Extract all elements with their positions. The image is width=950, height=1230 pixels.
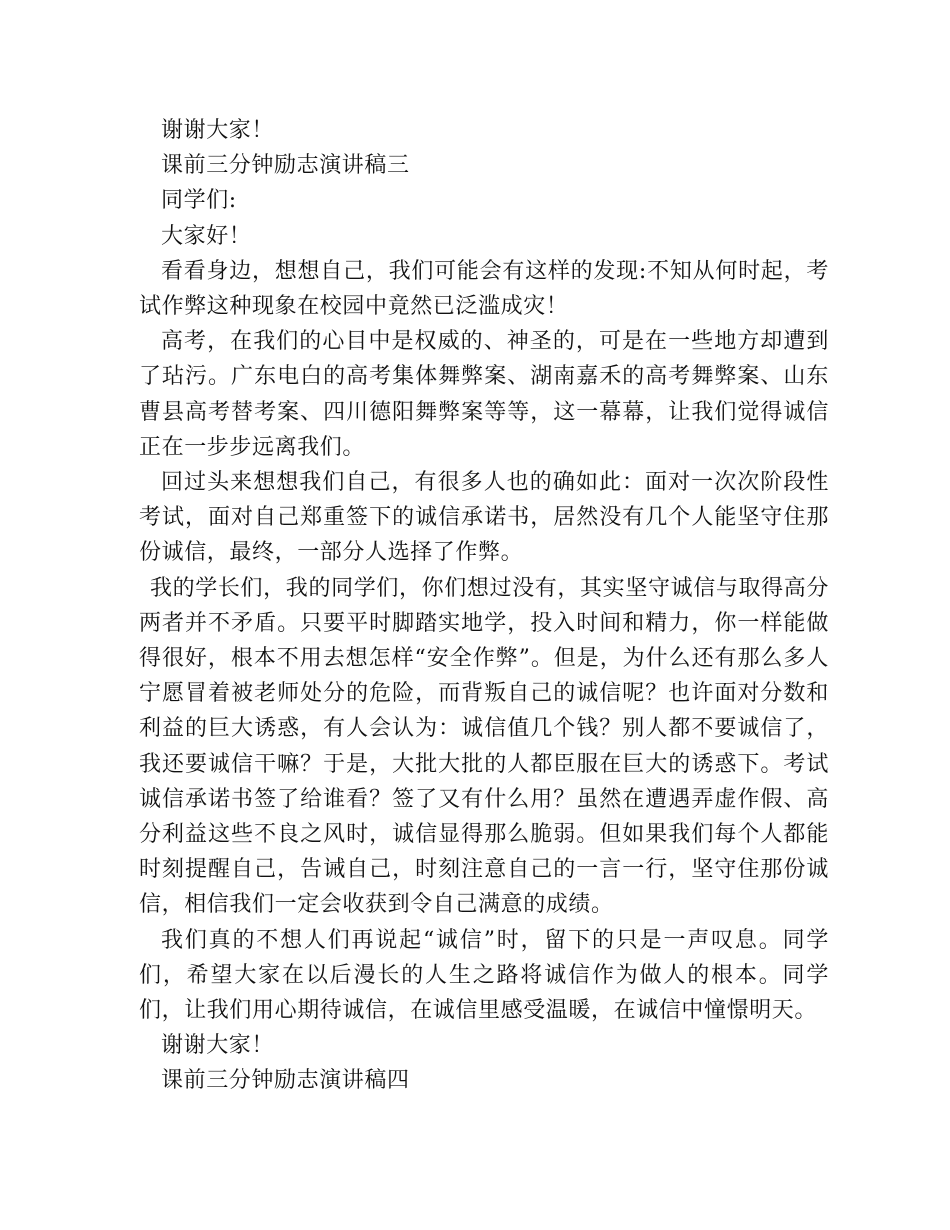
speech-title-4: 课前三分钟励志演讲稿四	[161, 1068, 410, 1094]
closing-thanks-2: 谢谢大家！	[161, 1033, 275, 1059]
salutation-classmates: 同学们:	[161, 188, 237, 214]
document-body	[139, 113, 829, 1099]
paragraph-look-back: 回过头来想想我们自己，有很多人也的确如此：面对一次次阶段性考试，面对自己郑重签下的诚信承诺书，居然没有几个人能坚守住那份诚信，最终，一部分人选择了作弊。	[139, 470, 829, 566]
greeting-hello: 大家好！	[161, 223, 252, 249]
closing-thanks-1: 谢谢大家！	[161, 118, 275, 143]
speech-title-3: 课前三分钟励志演讲稿三	[161, 153, 410, 179]
paragraph-seniors: 我的学长们，我的同学们，你们想过没有，其实坚守诚信与取得高分两者并不矛盾。只要平时脚踏实地学，投入时间和精力，你一样能做得很好，根本不用去想怎样“安全作弊”。但是，为什么还有那么多人宁愿冒着被老师处分的危险，而背叛自己的诚信呢？也许面对分数和利益的巨大诱惑，有人会认为：诚信值几个钱？别人都不要诚信了，我还要诚信干嘛？于是，大批大批的人都臣服在巨大的诱惑下。考试诚信承诺书签了给谁看？签了又有什么用？虽然在遭遇弄虚作假、高分利益这些不良之风时，诚信显得那么脆弱。但如果我们每个人都能时刻提醒自己，告诫自己，时刻注意自己的一言一行，坚守住那份诚信，相信我们一定会收获到令自己满意的成绩。	[139, 575, 829, 918]
paragraph-gaokao: 高考，在我们的心目中是权威的、神圣的，可是在一些地方却遭到了玷污。广东电白的高考集体舞弊案、湖南嘉禾的高考舞弊案、山东曹县高考替考案、四川德阳舞弊案等等，这一幕幕，让我们觉得诚信正在一步步远离我们。	[139, 329, 829, 460]
paragraph-look-around: 看看身边，想想自己，我们可能会有这样的发现:不知从何时起，考试作弊这种现象在校园中竟然已泛滥成灾！	[139, 258, 829, 320]
paragraph-sigh: 我们真的不想人们再说起“诚信”时，留下的只是一声叹息。同学们，希望大家在以后漫长的人生之路将诚信作为做人的根本。同学们，让我们用心期待诚信，在诚信里感受温暖，在诚信中憧憬明天。	[139, 927, 829, 1024]
